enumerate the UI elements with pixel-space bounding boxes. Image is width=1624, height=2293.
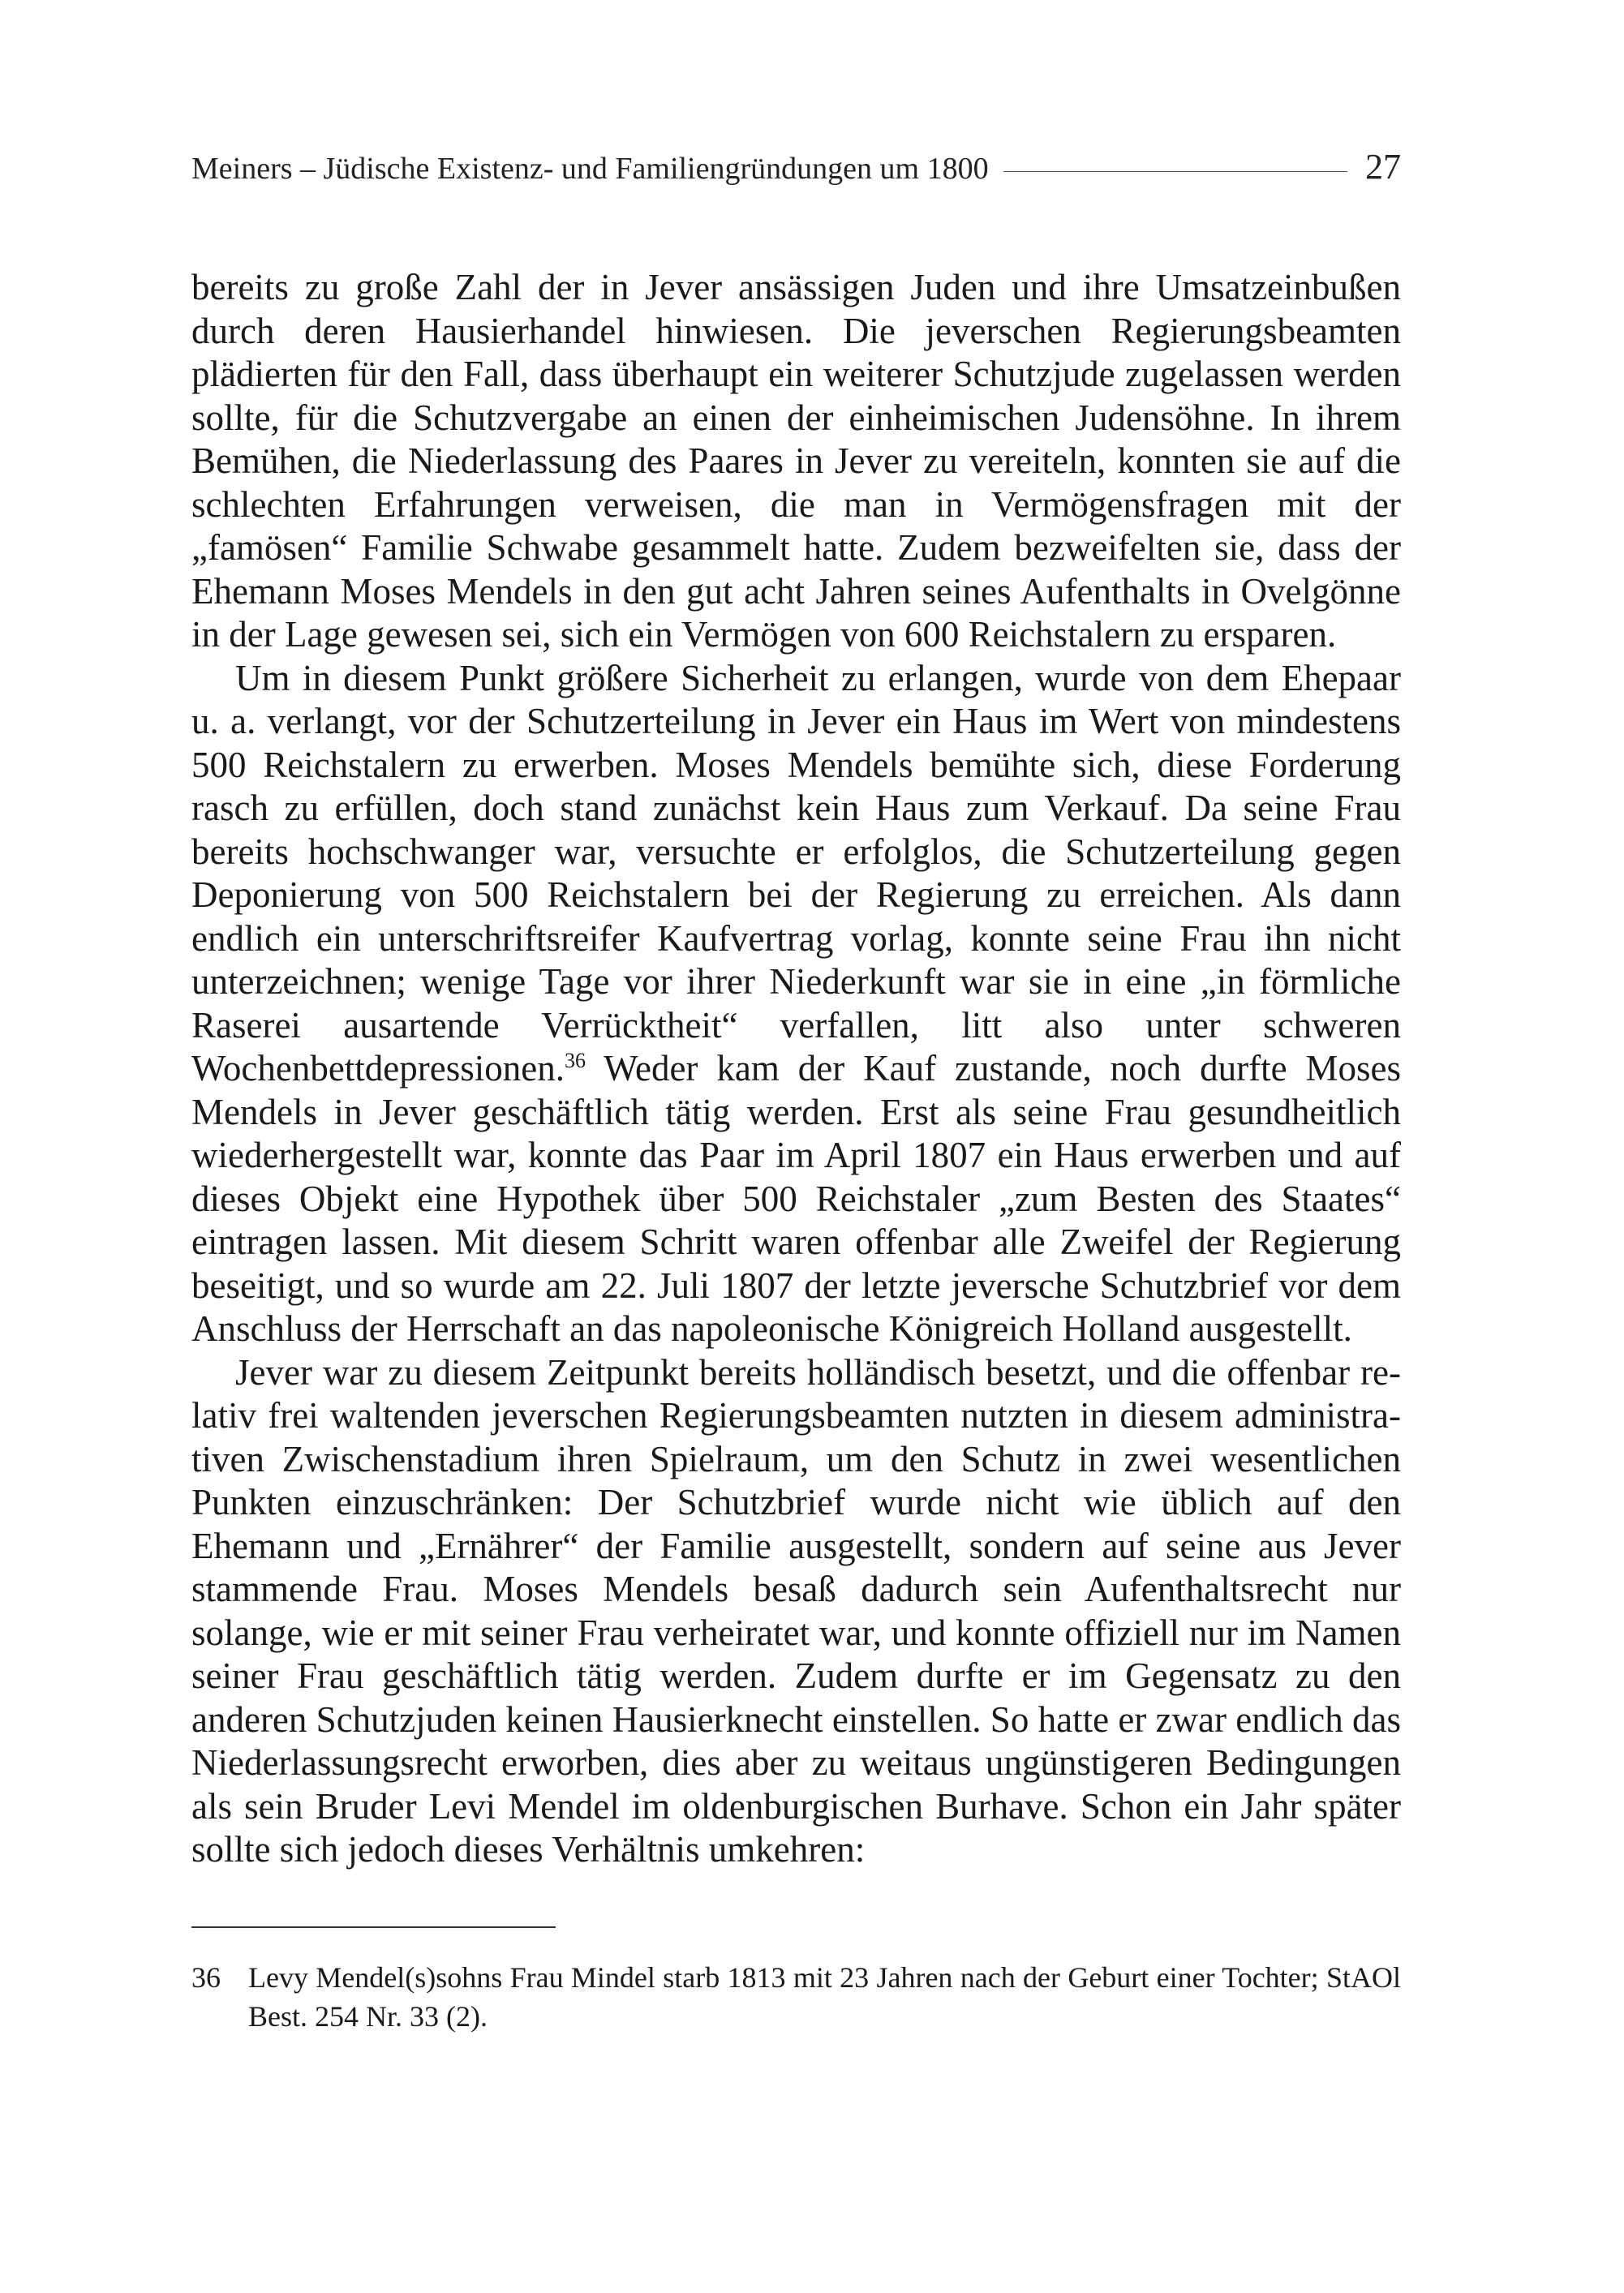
body-text <box>191 266 1401 1872</box>
footnote-separator <box>191 1926 556 1928</box>
paragraph-1: bereits zu große Zahl der in Jever ansässigen Juden und ihre Umsatzeinbußen durch deren Hausierhandel hinwiesen. Die jeverschen Regierungsbeamten plädierten für den Fall, dass überhaupt ein weiterer Schutzjude zugelassen werden sollte, für die Schutzvergabe an einen der einheimischen Judensöhne. In ihrem Bemühen, die Niederlassung des Paares in Jever zu vereiteln, konnten sie auf die schlechten Erfahrungen verweisen, die man in Vermögensfragen mit der „famösen“ Familie Schwabe gesammelt hatte. Zudem bezweifelten sie, dass der Ehemann Moses Mendels in den gut acht Jahren seines Aufenthalts in Ovelgönne in der Lage gewesen sei, sich ein Vermögen von 600 Reichstalern zu ersparen. <box>191 267 1401 655</box>
running-header <box>191 146 1401 195</box>
footnote-text: Levy Mendel(s)sohns Frau Mindel starb 1813 mit 23 Jahren nach der Geburt einer Tochter; StAOl Best. 254 Nr. 33 (2). <box>248 1961 1401 2033</box>
footnote-reference[interactable]: 36 <box>564 1049 586 1072</box>
running-head-title: Meiners – Jüdische Existenz- und Familiengründungen um 1800 <box>191 152 989 186</box>
paragraph-3: Jever war zu diesem Zeitpunkt bereits holländisch besetzt, und die offenbar relativ frei waltenden jeverschen Regierungsbeamten nutzten in diesem administrativen Zwischenstadium ihren Spielraum, um den Schutz in zwei wesentlichen Punkten einzuschränken: Der Schutzbrief wurde nicht wie üblich auf den Ehemann und „Ernährer“ der Familie ausgestellt, sondern auf seine aus Jever stammende Frau. Moses Mendels besaß dadurch sein Aufenthaltsrecht nur solange, wie er mit seiner Frau verheiratet war, und konnte offiziell nur im Namen seiner Frau geschäftlich tätig werden. Zudem durfte er im Gegensatz zu den anderen Schutzjuden keinen Hausierknecht einstellen. So hatte er zwar endlich das Niederlassungsrecht erworben, dies aber zu weitaus ungünstigeren Bedingungen als sein Bruder Levi Mendel im oldenburgischen Burhave. Schon ein Jahr später sollte sich jedoch dieses Verhältnis umkehren: <box>191 1351 1401 1870</box>
paragraph-2-text-b: Weder kam der Kauf zustande, noch durfte Moses Mendels in Jever geschäftlich tätig werden. Erst als seine Frau gesundheitlich wiederhergestellt war, konnte das Paar im April 1807 ein Haus erwerben und auf dieses Objekt eine Hypothek über 500 Reichstaler „zum Besten des Staates“ eintragen lassen. Mit diesem Schritt waren offenbar alle Zweifel der Regierung beseitigt, und so wurde am 22. Juli 1807 der letzte jeversche Schutzbrief vor dem Anschluss der Herrschaft an das napoleonische Königreich Holland ausgestellt. <box>191 1048 1401 1349</box>
footnote <box>191 1958 1401 2036</box>
footnote-number: 36 <box>191 1961 221 1994</box>
paragraph-2 <box>191 657 1401 1351</box>
header-rule <box>1003 171 1347 172</box>
paragraph-2-text-a: Um in diesem Punkt größere Sicherheit zu erlangen, wurde von dem Ehepaar u. a. verlangt, vor der Schutzerteilung in Jever ein Haus im Wert von mindestens 500 Reichstalern zu erwerben. Moses Mendels bemühte sich, diese Forderung rasch zu erfüllen, doch stand zunächst kein Haus zum Verkauf. Da seine Frau bereits hochschwanger war, versuchte er erfolglos, die Schutzerteilung gegen Deponierung von 500 Reichstalern bei der Regierung zu erreichen. Als dann endlich ein unterschriftsreifer Kaufvertrag vorlag, konnte seine Frau ihn nicht unterzeichnen; wenige Tage vor ihrer Niederkunft war sie in eine „in förmliche Raserei ausartende Verrücktheit“ verfallen, litt also unter schweren Wochenbettdepressionen. <box>191 657 1401 1089</box>
page-number: 27 <box>1365 147 1401 187</box>
footnotes <box>191 1958 1401 2036</box>
